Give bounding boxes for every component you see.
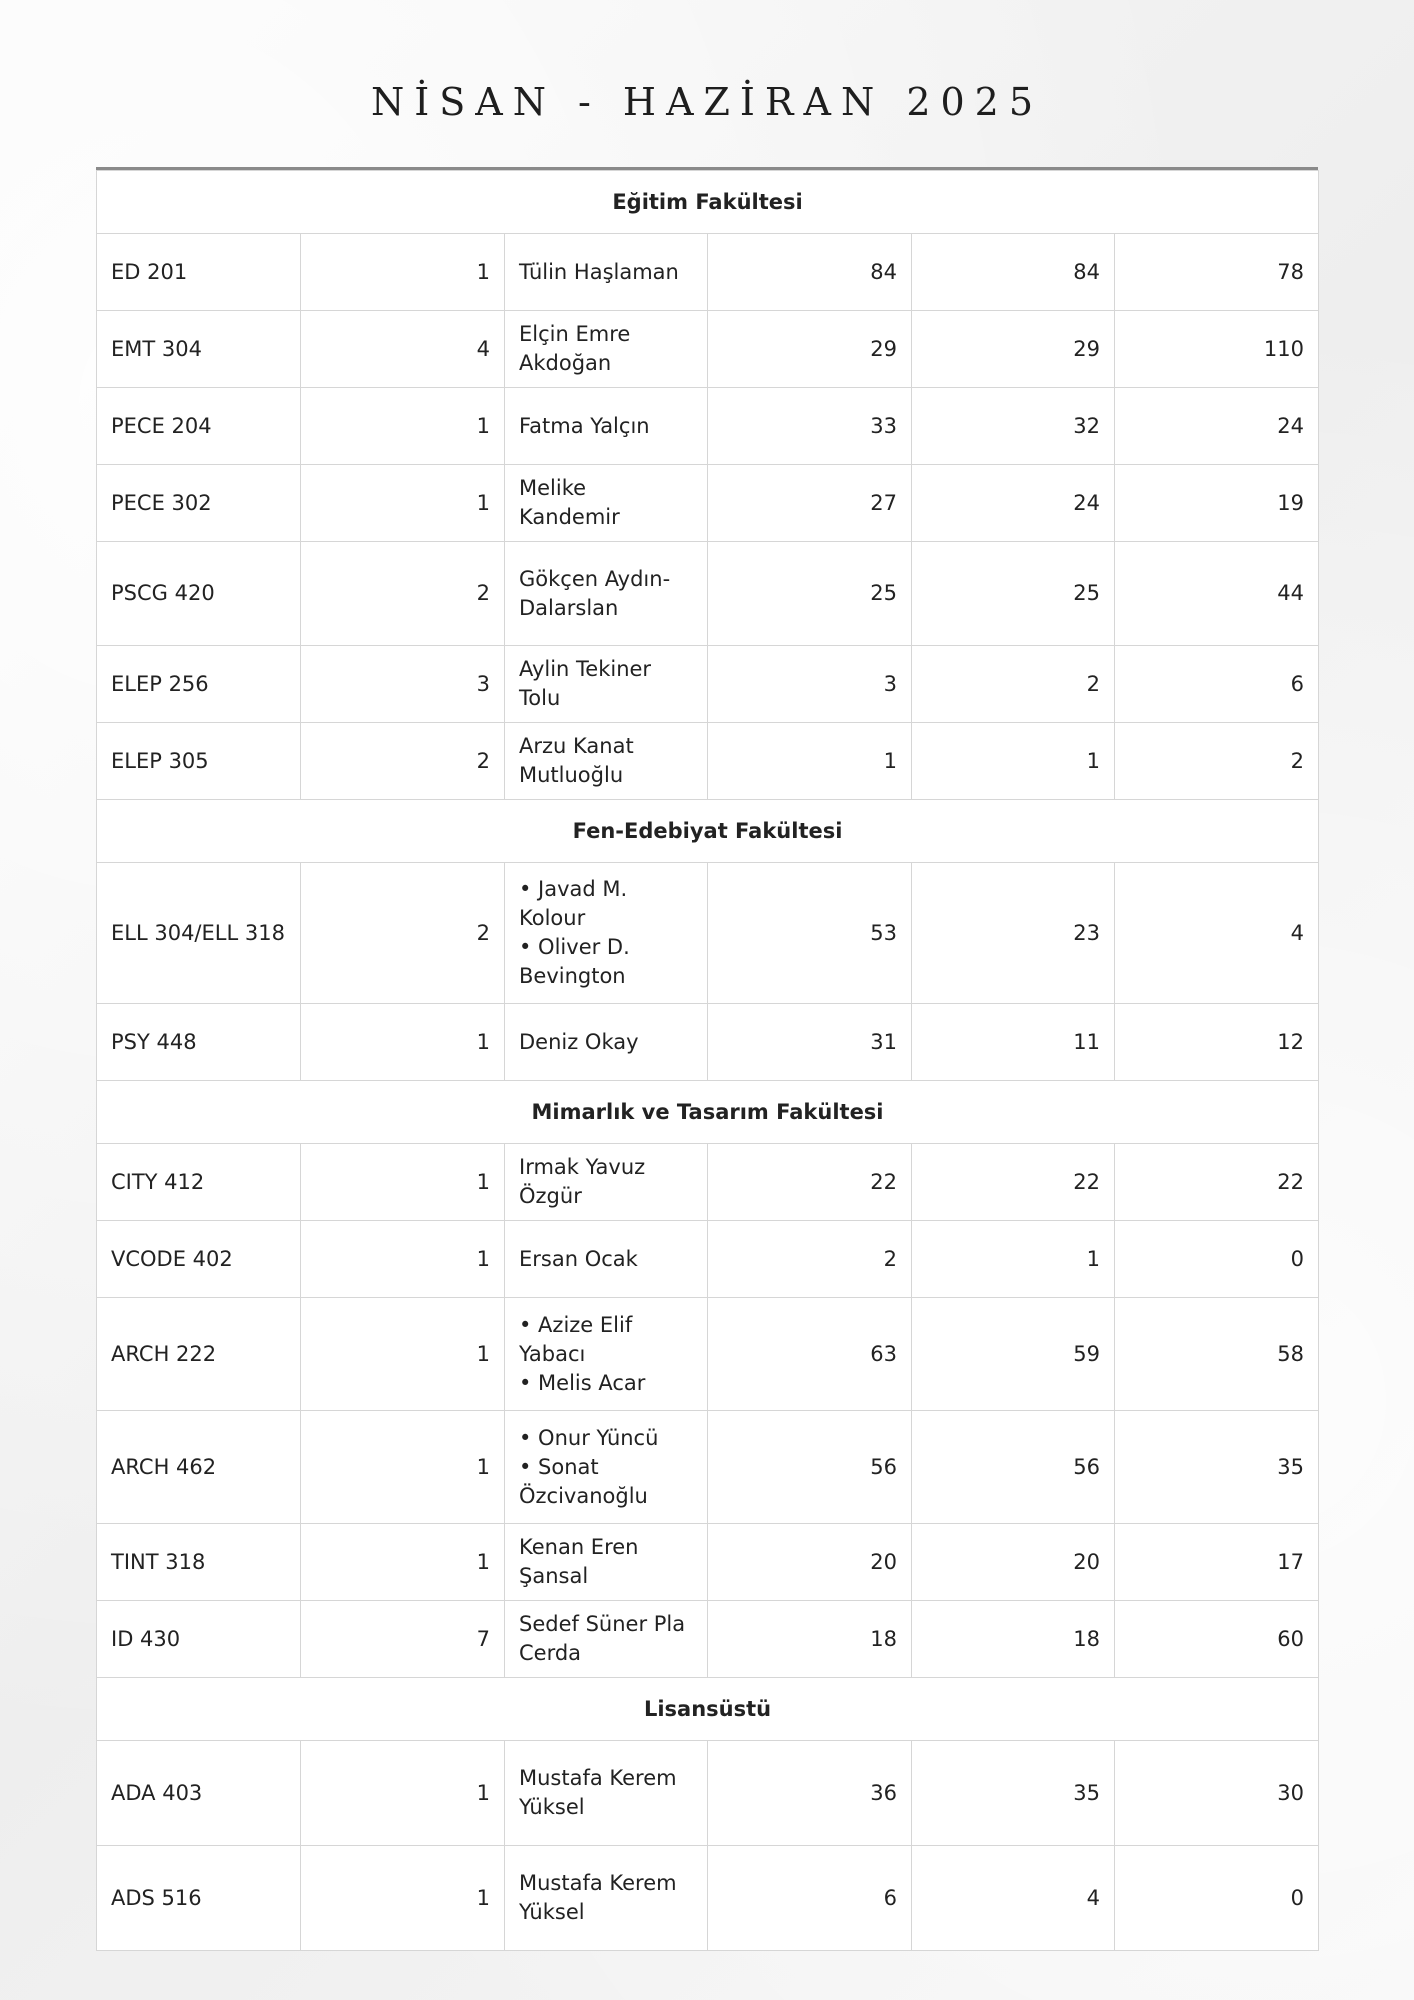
instructor-cell (505, 234, 708, 311)
section-count-cell: 3 (301, 646, 505, 723)
instructor-cell (505, 1144, 708, 1221)
value-cell-2: 35 (912, 1741, 1115, 1846)
table-row (97, 388, 1319, 465)
instructor-line: Mustafa Kerem (519, 1871, 677, 1895)
course-code-cell: ED 201 (97, 234, 301, 311)
course-code-cell: ADS 516 (97, 1846, 301, 1951)
instructor-line: Özcivanoğlu (519, 1483, 648, 1508)
value-cell-2: 11 (912, 1004, 1115, 1081)
instructor-cell (505, 646, 708, 723)
course-code-cell: TINT 318 (97, 1524, 301, 1601)
value-cell-1: 53 (708, 863, 912, 1004)
section-heading: Eğitim Fakültesi (97, 171, 1319, 234)
instructor-line: • Azize Elif (519, 1312, 633, 1337)
value-cell-1: 56 (708, 1411, 912, 1524)
table-row (97, 542, 1319, 646)
section-heading: Fen-Edebiyat Fakültesi (97, 800, 1319, 863)
course-code-cell: ELEP 256 (97, 646, 301, 723)
instructor-cell (505, 1004, 708, 1081)
value-cell-2: 22 (912, 1144, 1115, 1221)
section-header-row (97, 800, 1319, 863)
instructor-line: Mutluoğlu (519, 763, 624, 787)
course-code-cell: ADA 403 (97, 1741, 301, 1846)
course-table-container (96, 167, 1318, 1951)
instructor-cell (505, 1524, 708, 1601)
instructor-line: Yabacı (519, 1341, 586, 1366)
course-code-cell: VCODE 402 (97, 1221, 301, 1298)
value-cell-3: 2 (1115, 723, 1319, 800)
value-cell-1: 27 (708, 465, 912, 542)
value-cell-1: 3 (708, 646, 912, 723)
instructor-line: Kandemir (519, 505, 620, 529)
instructor-line: Gökçen Aydın- (519, 566, 671, 591)
instructor-cell (505, 1601, 708, 1678)
value-cell-1: 84 (708, 234, 912, 311)
value-cell-2: 56 (912, 1411, 1115, 1524)
value-cell-3: 58 (1115, 1298, 1319, 1411)
section-count-cell: 2 (301, 542, 505, 646)
instructor-cell (505, 1846, 708, 1951)
value-cell-2: 20 (912, 1524, 1115, 1601)
section-count-cell: 2 (301, 863, 505, 1004)
section-count-cell: 7 (301, 1601, 505, 1678)
table-row (97, 1601, 1319, 1678)
value-cell-2: 84 (912, 234, 1115, 311)
instructor-line: • Onur Yüncü (519, 1425, 659, 1450)
instructor-line: Irmak Yavuz (519, 1155, 646, 1179)
table-row (97, 723, 1319, 800)
course-code-cell: ARCH 462 (97, 1411, 301, 1524)
course-code-cell: EMT 304 (97, 311, 301, 388)
value-cell-3: 78 (1115, 234, 1319, 311)
instructor-line: Yüksel (519, 1795, 585, 1819)
section-count-cell: 1 (301, 1004, 505, 1081)
instructor-cell (505, 1298, 708, 1411)
value-cell-1: 31 (708, 1004, 912, 1081)
value-cell-2: 59 (912, 1298, 1115, 1411)
instructor-line: Yüksel (519, 1900, 585, 1924)
instructor-cell (505, 1411, 708, 1524)
section-count-cell: 4 (301, 311, 505, 388)
value-cell-2: 1 (912, 1221, 1115, 1298)
section-count-cell: 1 (301, 234, 505, 311)
value-cell-3: 4 (1115, 863, 1319, 1004)
value-cell-3: 0 (1115, 1846, 1319, 1951)
table-row (97, 234, 1319, 311)
value-cell-1: 2 (708, 1221, 912, 1298)
instructor-line: Kenan Eren (519, 1535, 639, 1559)
table-row (97, 465, 1319, 542)
table-row (97, 311, 1319, 388)
value-cell-3: 110 (1115, 311, 1319, 388)
instructor-line: • Javad M. (519, 877, 628, 901)
section-count-cell: 1 (301, 465, 505, 542)
value-cell-1: 25 (708, 542, 912, 646)
value-cell-3: 60 (1115, 1601, 1319, 1678)
section-count-cell: 1 (301, 1411, 505, 1524)
instructor-cell (505, 465, 708, 542)
section-header-row (97, 1081, 1319, 1144)
instructor-line: Aylin Tekiner (519, 657, 652, 681)
instructor-line: • Oliver D. (519, 935, 630, 959)
value-cell-3: 12 (1115, 1004, 1319, 1081)
instructor-line: Mustafa Kerem (519, 1766, 677, 1790)
value-cell-1: 6 (708, 1846, 912, 1951)
instructor-cell (505, 1221, 708, 1298)
course-code-cell: ID 430 (97, 1601, 301, 1678)
value-cell-3: 17 (1115, 1524, 1319, 1601)
value-cell-2: 25 (912, 542, 1115, 646)
value-cell-3: 0 (1115, 1221, 1319, 1298)
course-table (96, 170, 1319, 1951)
section-header-row (97, 1678, 1319, 1741)
instructor-cell (505, 542, 708, 646)
table-row (97, 1298, 1319, 1411)
instructor-line: Kolour (519, 906, 586, 930)
table-row (97, 646, 1319, 723)
section-count-cell: 1 (301, 1298, 505, 1411)
table-row (97, 1221, 1319, 1298)
value-cell-1: 22 (708, 1144, 912, 1221)
instructor-line: Arzu Kanat (519, 734, 634, 758)
instructor-line: Özgür (519, 1184, 582, 1208)
section-count-cell: 1 (301, 1221, 505, 1298)
value-cell-1: 33 (708, 388, 912, 465)
value-cell-3: 35 (1115, 1411, 1319, 1524)
value-cell-2: 23 (912, 863, 1115, 1004)
value-cell-3: 30 (1115, 1741, 1319, 1846)
course-code-cell: PECE 302 (97, 465, 301, 542)
value-cell-3: 22 (1115, 1144, 1319, 1221)
section-count-cell: 1 (301, 1846, 505, 1951)
instructor-line: Sedef Süner Pla (519, 1612, 686, 1636)
instructor-line: Elçin Emre (519, 322, 631, 346)
course-code-cell: CITY 412 (97, 1144, 301, 1221)
course-code-cell: PECE 204 (97, 388, 301, 465)
section-heading: Mimarlık ve Tasarım Fakültesi (97, 1081, 1319, 1144)
instructor-line: • Melis Acar (519, 1370, 646, 1395)
table-row (97, 1741, 1319, 1846)
section-header-row (97, 171, 1319, 234)
value-cell-3: 44 (1115, 542, 1319, 646)
value-cell-2: 1 (912, 723, 1115, 800)
value-cell-2: 32 (912, 388, 1115, 465)
instructor-line: • Sonat (519, 1454, 599, 1479)
course-code-cell: ELEP 305 (97, 723, 301, 800)
instructor-line: Tolu (519, 686, 561, 710)
instructor-cell (505, 1741, 708, 1846)
instructor-line: Deniz Okay (519, 1029, 639, 1054)
table-row (97, 1411, 1319, 1524)
instructor-cell (505, 723, 708, 800)
section-count-cell: 1 (301, 1741, 505, 1846)
instructor-line: Bevington (519, 964, 626, 988)
value-cell-3: 6 (1115, 646, 1319, 723)
section-count-cell: 1 (301, 388, 505, 465)
value-cell-2: 24 (912, 465, 1115, 542)
table-row (97, 1846, 1319, 1951)
value-cell-2: 4 (912, 1846, 1115, 1951)
value-cell-3: 24 (1115, 388, 1319, 465)
value-cell-1: 63 (708, 1298, 912, 1411)
value-cell-2: 2 (912, 646, 1115, 723)
course-code-cell: ELL 304/ELL 318 (97, 863, 301, 1004)
instructor-line: Fatma Yalçın (519, 413, 650, 438)
instructor-line: Şansal (519, 1564, 589, 1588)
instructor-line: Melike (519, 476, 587, 500)
instructor-cell (505, 388, 708, 465)
value-cell-3: 19 (1115, 465, 1319, 542)
value-cell-1: 36 (708, 1741, 912, 1846)
table-row (97, 863, 1319, 1004)
table-row (97, 1524, 1319, 1601)
instructor-line: Tülin Haşlaman (519, 259, 679, 284)
page-title: NİSAN - HAZİRAN 2025 (370, 80, 1044, 124)
value-cell-1: 29 (708, 311, 912, 388)
value-cell-1: 20 (708, 1524, 912, 1601)
instructor-line: Dalarslan (519, 595, 619, 620)
table-body (97, 171, 1319, 1951)
table-row (97, 1144, 1319, 1221)
course-code-cell: PSY 448 (97, 1004, 301, 1081)
course-code-cell: PSCG 420 (97, 542, 301, 646)
section-count-cell: 1 (301, 1144, 505, 1221)
instructor-line: Akdoğan (519, 351, 612, 375)
section-heading: Lisansüstü (97, 1678, 1319, 1741)
value-cell-2: 18 (912, 1601, 1115, 1678)
instructor-line: Cerda (519, 1641, 582, 1665)
instructor-line: Ersan Ocak (519, 1246, 638, 1271)
value-cell-1: 18 (708, 1601, 912, 1678)
section-count-cell: 2 (301, 723, 505, 800)
course-code-cell: ARCH 222 (97, 1298, 301, 1411)
instructor-cell (505, 863, 708, 1004)
value-cell-2: 29 (912, 311, 1115, 388)
value-cell-1: 1 (708, 723, 912, 800)
instructor-cell (505, 311, 708, 388)
section-count-cell: 1 (301, 1524, 505, 1601)
table-row (97, 1004, 1319, 1081)
